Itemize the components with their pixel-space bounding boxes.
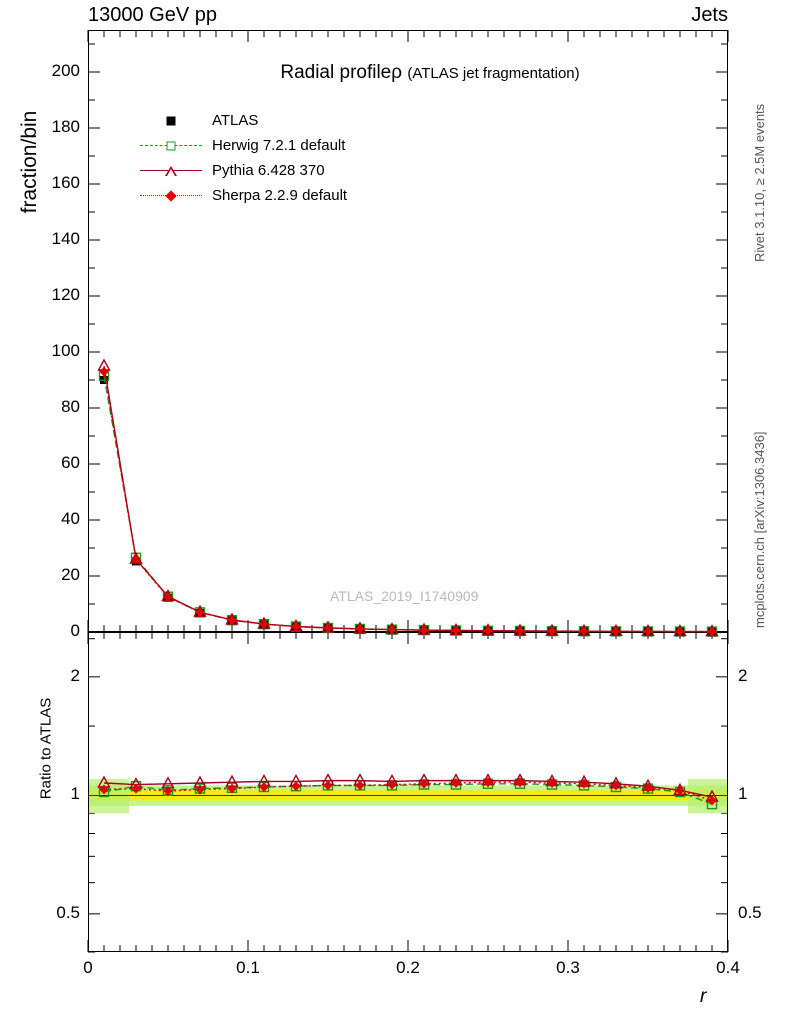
y-tick-label: 180	[51, 117, 80, 136]
ratio-y-tick-label: 2	[70, 665, 80, 685]
x-tick-label: 0.2	[396, 958, 420, 977]
y-tick-label: 100	[51, 341, 80, 360]
x-tick-label: 0.1	[236, 958, 260, 977]
ratio-y-tick-label: 1	[70, 784, 80, 804]
x-tick-label: 0	[83, 958, 93, 977]
analysis-id-watermark: ATLAS_2019_I1740909	[330, 588, 479, 604]
y-tick-label: 120	[51, 285, 80, 304]
y-tick-label: 20	[61, 565, 80, 584]
x-tick-label: 0.3	[556, 958, 580, 977]
x-axis-label: r	[700, 986, 707, 1007]
main-y-axis-label: fraction/bin	[18, 110, 41, 214]
y-tick-label: 60	[61, 453, 80, 472]
mcplots-arxiv-caption: mcplots.cern.ch [arXiv:1306.3436]	[752, 431, 767, 628]
rivet-version-caption: Rivet 3.1.10, ≥ 2.5M events	[752, 103, 767, 262]
analysis-category-label: Jets	[691, 4, 728, 26]
ratio-plot-frame	[88, 632, 728, 952]
legend-label: ATLAS	[212, 112, 259, 129]
ratio-y-tick-label-right: 0.5	[738, 902, 762, 922]
x-tick-label: 0.4	[716, 958, 740, 977]
legend-label: Herwig 7.2.1 default	[212, 137, 346, 154]
beam-energy-label: 13000 GeV pp	[88, 4, 217, 26]
ratio-y-tick-label: 0.5	[56, 902, 80, 922]
legend-label: Sherpa 2.2.9 default	[212, 187, 348, 204]
ratio-y-axis-label: Ratio to ATLAS	[37, 697, 55, 800]
y-tick-label: 160	[51, 173, 80, 192]
y-tick-label: 40	[61, 509, 80, 528]
y-tick-label: 200	[51, 61, 80, 80]
ratio-y-tick-label-right: 2	[738, 665, 748, 685]
main-plot-frame	[88, 30, 728, 632]
plot-title-sub: (ATLAS jet fragmentation)	[407, 65, 580, 82]
ratio-y-tick-label-right: 1	[738, 784, 748, 804]
y-tick-label: 80	[61, 397, 80, 416]
y-tick-label: 0	[70, 621, 80, 640]
y-tick-label: 140	[51, 229, 80, 248]
plot-title-main: Radial profileρ	[280, 62, 403, 83]
legend-label: Pythia 6.428 370	[212, 162, 325, 179]
